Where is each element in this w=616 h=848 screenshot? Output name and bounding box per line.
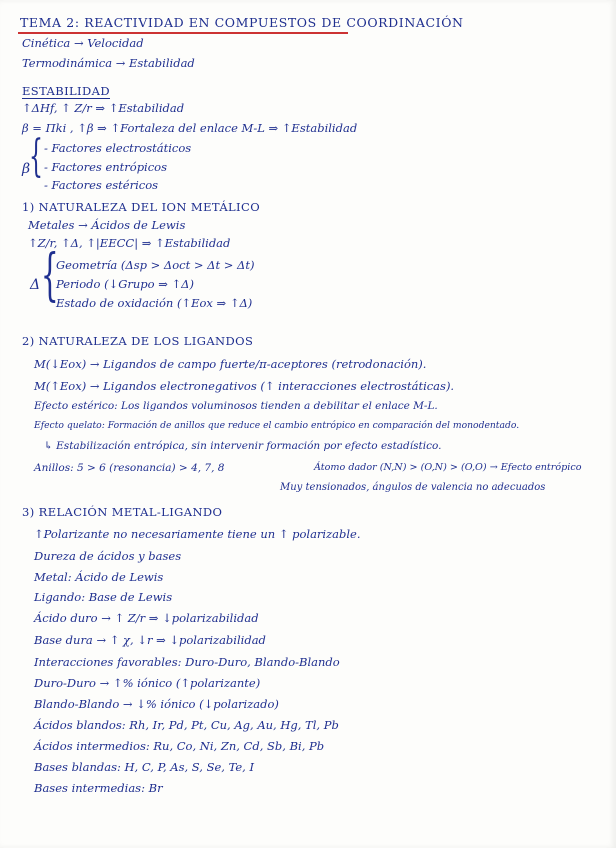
section3-line-12: Bases blandas: H, C, P, As, S, Se, Te, I — [34, 760, 255, 774]
section3-line-10: Ácidos blandos: Rh, Ir, Pd, Pt, Cu, Ag, Au, Hg, Tl, Pb — [34, 718, 339, 732]
section3-line-9: Blando-Blando → ↓% iónico (↓polarizado) — [34, 697, 279, 711]
section3-line-5: Ácido duro → ↑ Z/r ⇒ ↓polarizabilidad — [34, 611, 259, 625]
heading-section-2: 2) NATURALEZA DE LOS LIGANDOS — [22, 334, 254, 348]
section3-line-11: Ácidos intermedios: Ru, Co, Ni, Zn, Cd, Sb, Bi, Pb — [34, 739, 325, 753]
section3-line-1: ↑Polarizante no necesariamente tiene un ↑ polarizable. — [34, 527, 361, 541]
beta-item-3: - Factores estéricos — [44, 178, 159, 192]
section3-line-3: Metal: Ácido de Lewis — [34, 570, 164, 584]
delta-label: Δ — [30, 277, 41, 293]
heading-section-3: 3) RELACIÓN METAL-LIGANDO — [22, 505, 223, 519]
section2-line-6: Anillos: 5 > 6 (resonancia) > 4, 7, 8 — [34, 462, 225, 474]
section1-line-2: ↑Z/r, ↑Δ, ↑|EECC| ⇒ ↑Estabilidad — [28, 236, 231, 250]
beta-label: β — [22, 161, 31, 177]
heading-section-1: 1) NATURALEZA DEL ION METÁLICO — [22, 200, 261, 214]
page-title: TEMA 2: REACTIVIDAD EN COMPUESTOS DE COORDINACIÓN — [20, 15, 464, 30]
delta-item-3: Estado de oxidación (↑Eox ⇒ ↑Δ) — [56, 296, 253, 310]
section3-line-8: Duro-Duro → ↑% iónico (↑polarizante) — [34, 676, 261, 690]
section2-line-1: M(↓Eox) → Ligandos de campo fuerte/π-aceptores (retrodonación). — [34, 357, 427, 371]
intro-line-thermo: Termodinámica → Estabilidad — [22, 56, 195, 70]
delta-item-2: Periodo (↓Grupo ⇒ ↑Δ) — [56, 277, 194, 291]
title-underline — [18, 32, 348, 34]
intro-line-kinetics: Cinética → Velocidad — [22, 36, 144, 50]
section2-line-3: Efecto estérico: Los ligandos voluminosos tienden a debilitar el enlace M-L. — [34, 400, 438, 412]
beta-item-2: - Factores entrópicos — [44, 160, 168, 174]
section3-line-6: Base dura → ↑ χ, ↓r ⇒ ↓polarizabilidad — [34, 633, 266, 647]
section3-line-4: Ligando: Base de Lewis — [34, 590, 173, 604]
estabilidad-line-1: ↑ΔHf, ↑ Z/r ⇒ ↑Estabilidad — [22, 101, 185, 115]
section3-line-2: Dureza de ácidos y bases — [34, 549, 182, 563]
section2-line-5: ↳ Estabilización entrópica, sin intervenir formación por efecto estadístico. — [44, 440, 442, 452]
section3-line-7: Interacciones favorables: Duro-Duro, Blando-Blando — [34, 655, 340, 669]
section3-line-13: Bases intermedias: Br — [34, 781, 163, 795]
section2-line-8: Muy tensionados, ángulos de valencia no adecuados — [280, 482, 546, 493]
section2-line-2: M(↑Eox) → Ligandos electronegativos (↑ interacciones electrostáticas). — [34, 379, 455, 393]
delta-item-1: Geometría (Δsp > Δoct > Δt > Δt) — [56, 258, 255, 272]
delta-brace: { — [40, 243, 59, 308]
heading-estabilidad: ESTABILIDAD — [22, 84, 110, 98]
section1-line-1: Metales → Ácidos de Lewis — [28, 218, 186, 232]
beta-item-1: - Factores electrostáticos — [44, 141, 192, 155]
estabilidad-line-2: β = Πki , ↑β ⇒ ↑Fortaleza del enlace M-L ⇒ ↑Estabilidad — [22, 121, 358, 135]
section2-line-4: Efecto quelato: Formación de anillos que reduce el cambio entrópico en comparación del monodentado. — [34, 420, 520, 431]
beta-brace: { — [29, 131, 43, 182]
section2-line-7: Átomo dador (N,N) > (O,N) > (O,O) → Efecto entrópico — [314, 462, 582, 473]
